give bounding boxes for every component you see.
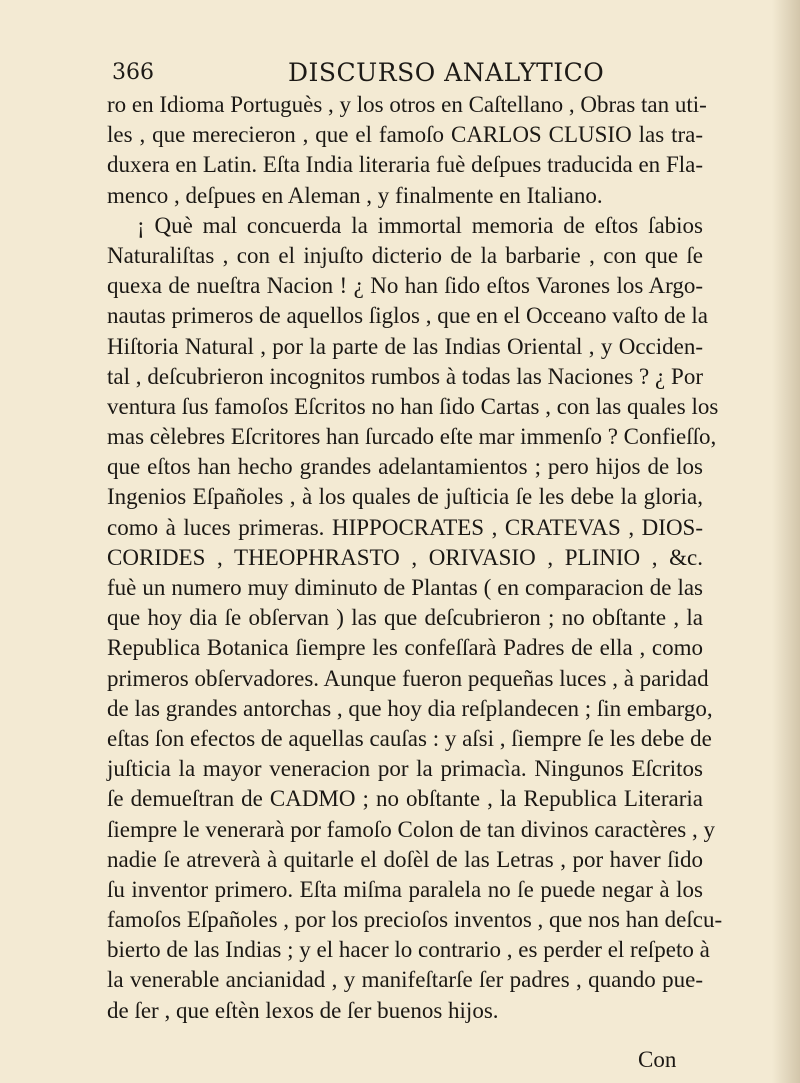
text-line: de las grandes antorchas , que hoy dia reſplandecen ; ſin embargo, bbox=[107, 695, 713, 721]
text-line: Republica Botanica ſiempre les confeſſarà Padres de ella , como bbox=[107, 635, 703, 661]
text-line: menco , deſpues en Aleman , y finalmente en Italiano. bbox=[107, 182, 603, 208]
text-line: que eſtos han hecho grandes adelantamientos ; pero hijos de los bbox=[107, 454, 703, 480]
text-line: ſu inventor primero. Eſta miſma paralela no ſe puede negar à los bbox=[107, 876, 703, 902]
running-head: DISCURSO ANALYTICO bbox=[288, 58, 605, 87]
text-line: duxera en Latin. Eſta India literaria fuè deſpues traducida en Fla- bbox=[107, 152, 703, 178]
text-line: quexa de nueſtra Nacion ! ¿ No han ſido eſtos Varones los Argo- bbox=[107, 273, 703, 299]
text-line: ¡ Què mal concuerda la immortal memoria de eſtos ſabios bbox=[137, 212, 703, 238]
text-line: nadie ſe atreverà à quitarle el doſèl de las Letras , por haver ſido bbox=[107, 846, 703, 872]
text-line: eſtas ſon efectos de aquellas cauſas : y aſsi , ſiempre ſe les debe de bbox=[107, 725, 712, 751]
text-line: ro en Idioma Portuguès , y los otros en Caſtellano , Obras tan uti- bbox=[107, 92, 707, 117]
text-line: nautas primeros de aquellos ſiglos , que en el Occeano vaſto de la bbox=[107, 303, 708, 329]
text-line: ventura ſus famoſos Eſcritos no han ſido Cartas , con las quales los bbox=[107, 393, 719, 419]
text-line: primeros obſervadores. Aunque fueron pequeñas luces , à paridad bbox=[107, 665, 709, 691]
text-line: les , que merecieron , que el famoſo CARLOS CLUSIO las tra- bbox=[107, 122, 703, 148]
text-line: de ſer , que eſtèn lexos de ſer buenos hijos. bbox=[107, 997, 499, 1023]
text-line: la venerable ancianidad , y manifeſtarſe ſer padres , quando pue- bbox=[107, 967, 703, 993]
text-line: como à luces primeras. HIPPOCRATES , CRATEVAS , DIOS- bbox=[107, 514, 703, 540]
text-line: Ingenios Eſpañoles , à los quales de juſticia ſe les debe la gloria, bbox=[107, 484, 703, 510]
text-line: Naturaliſtas , con el injuſto dicterio de la barbarie , con que ſe bbox=[107, 242, 703, 268]
text-line: ſe demueſtran de CADMO ; no obſtante , la Republica Literaria bbox=[107, 786, 703, 812]
text-line: juſticia la mayor veneracion por la primacìa. Ningunos Eſcritos bbox=[107, 756, 703, 782]
text-line: CORIDES , THEOPHRASTO , ORIVASIO , PLINIO , &c. bbox=[107, 544, 703, 570]
text-line: tal , deſcubrieron incognitos rumbos à todas las Naciones ? ¿ Por bbox=[107, 363, 703, 389]
page-number: 366 bbox=[112, 60, 154, 85]
text-line: mas cèlebres Eſcritores han ſurcado eſte mar immenſo ? Confieſſo, bbox=[107, 424, 717, 450]
text-line: que hoy dia ſe obſervan ) las que deſcubrieron ; no obſtante , la bbox=[107, 605, 703, 631]
page-edge-shadow bbox=[772, 0, 800, 1083]
text-line: fuè un numero muy diminuto de Plantas ( en comparacion de las bbox=[107, 575, 703, 600]
text-line: famoſos Eſpañoles , por los precioſos inventos , que nos han deſcu- bbox=[107, 907, 723, 933]
text-line: Hiſtoria Natural , por la parte de las Indias Oriental , y Occiden- bbox=[107, 333, 703, 359]
text-line: ſiempre le venerarà por famoſo Colon de tan divinos caractères , y bbox=[107, 816, 715, 842]
body-text bbox=[107, 90, 723, 1026]
catchword: Con bbox=[638, 1047, 677, 1072]
page-header bbox=[112, 58, 712, 92]
text-line: bierto de las Indias ; y el hacer lo contrario , es perder el reſpeto à bbox=[107, 937, 710, 963]
